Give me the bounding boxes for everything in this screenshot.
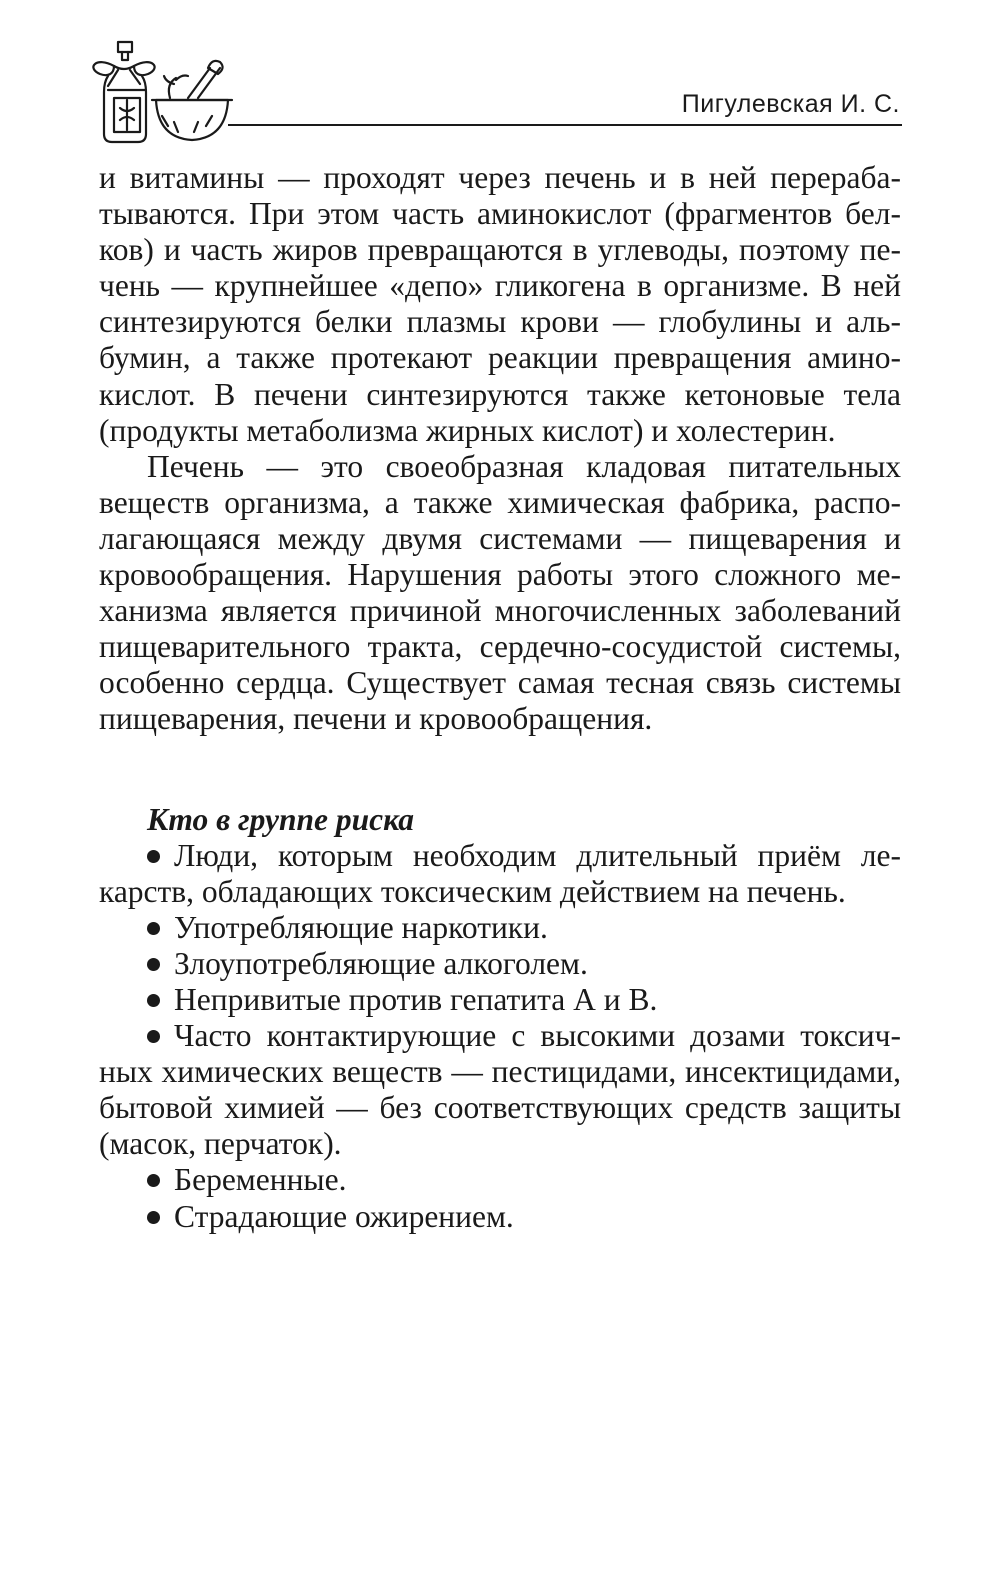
running-header [78, 38, 900, 138]
text-line: кислот. В печени синтезируются также кетоновые тела [99, 376, 901, 412]
text-line: пищеварительного тракта, сердечно-сосудистой системы, [99, 629, 901, 665]
bullet-icon [147, 1174, 160, 1187]
text-line: ных химических веществ — пестицидами, инсектицидами, [99, 1054, 901, 1090]
bullet-line [99, 1199, 901, 1235]
bullet-text: Употребляющие наркотики. [174, 909, 548, 945]
bullet-text: Злоупотребляющие алкоголем. [174, 945, 588, 981]
bullet-icon [147, 850, 160, 863]
bullet-text: Беременные. [174, 1162, 347, 1198]
bullet-icon [147, 1211, 160, 1224]
bullet-line [99, 982, 901, 1018]
bullet-line [99, 1162, 901, 1198]
section-spacer [99, 738, 901, 802]
text-line: ков) и часть жиров превращаются в углеводы, поэтому пе- [99, 232, 901, 268]
bullet-line [99, 1018, 901, 1054]
text-line: пищеварения, печени и кровообращения. [99, 701, 653, 737]
bullet-icon [147, 1030, 160, 1043]
page-content [99, 160, 901, 1235]
text-line: особенно сердца. Существует самая тесная связь системы [99, 665, 901, 701]
bullet-line [99, 910, 901, 946]
text-line: карств, обладающих токсическим действием на печень. [99, 873, 846, 909]
bullet-line [99, 946, 901, 982]
bullet-item [99, 838, 901, 910]
text-line: бытовой химией — без соответствующих средств защиты [99, 1090, 901, 1126]
bullet-item [99, 1018, 901, 1162]
bullet-item [99, 946, 901, 982]
bullet-icon [147, 994, 160, 1007]
text-line: бумин, а также протекают реакции превращения амино- [99, 340, 901, 376]
text-line: Печень — это своеобразная кладовая питательных [147, 448, 901, 484]
header-divider [228, 124, 902, 126]
bullet-text: Непривитые против гепатита А и В. [174, 981, 658, 1017]
text-line: чень — крупнейшее «депо» гликогена в организме. В ней [99, 268, 901, 304]
bullet-item [99, 910, 901, 946]
bullet-icon [147, 922, 160, 935]
bullet-text: Страдающие ожирением. [174, 1198, 514, 1234]
apothecary-logo-icon [78, 38, 238, 148]
section-heading: Кто в группе риска [147, 801, 415, 837]
paragraph-liver-functions [99, 160, 901, 449]
bullet-item [99, 1162, 901, 1198]
author-name: Пигулевская И. С. [681, 90, 900, 118]
bullet-item [99, 982, 901, 1018]
text-line: синтезируются белки плазмы крови — глобулины и аль- [99, 304, 901, 340]
bullet-text: Люди, которым необходим длительный приём ле- [174, 837, 901, 873]
bullet-line [99, 838, 901, 874]
text-line: ханизма является причиной многочисленных заболеваний [99, 593, 901, 629]
bullet-icon [147, 958, 160, 971]
text-line: (масок, перчаток). [99, 1126, 342, 1162]
bullet-text: Часто контактирующие с высокими дозами токсич- [174, 1018, 901, 1054]
text-line: лагающаяся между двумя системами — пищеварения и [99, 520, 901, 556]
text-line: кровообращения. Нарушения работы этого сложного ме- [99, 557, 901, 593]
text-line: и витамины — проходят через печень и в ней перераба- [99, 160, 901, 195]
risk-group-section [99, 802, 901, 1235]
paragraph-liver-storage [99, 449, 901, 738]
text-line: (продукты метаболизма жирных кислот) и холестерин. [99, 412, 836, 448]
text-line: тываются. При этом часть аминокислот (фрагментов бел- [99, 196, 901, 232]
text-line: веществ организма, а также химическая фабрика, распо- [99, 484, 901, 520]
bullet-item [99, 1199, 901, 1235]
